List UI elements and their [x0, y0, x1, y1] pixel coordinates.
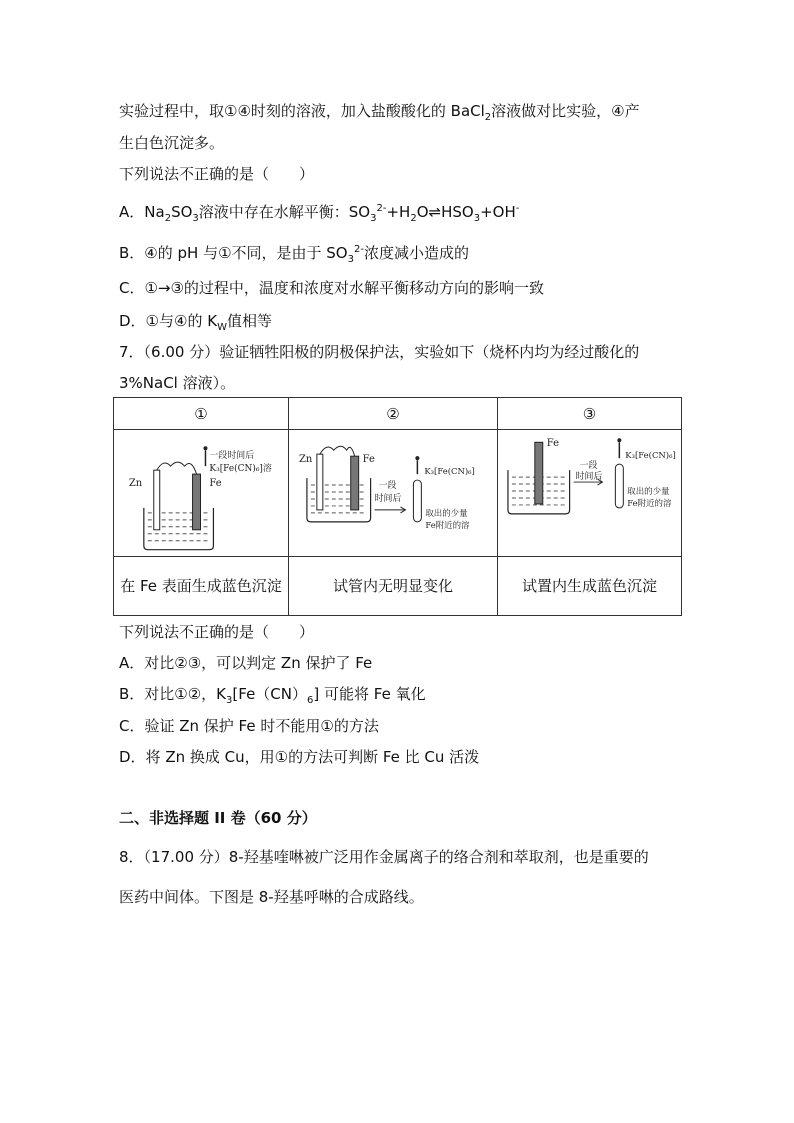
q7-option-d: D．将 Zn 换成 Cu，用①的方法可判断 Fe 比 Cu 活泼: [119, 748, 480, 766]
svg-text:K₃[Fe(CN)₆]: K₃[Fe(CN)₆]: [424, 466, 475, 477]
table-header-1: ①: [114, 398, 289, 430]
q6-option-b: B．④的 pH 与①不同，是由于 $SO_3^{2-}$浓度减小造成的: [119, 244, 469, 265]
svg-text:Fe附近的溶: Fe附近的溶: [425, 519, 470, 530]
q6-option-a: A．$Na_2SO_3$溶液中存在水解平衡：$SO_3^{2-}+H_2O\rightleftharpoons HSO_3+OH^-$: [119, 203, 520, 224]
wire: [157, 462, 197, 474]
result-3: 试置内生成蓝色沉淀: [498, 557, 682, 616]
q6-option-d: D．①与④的 $K_W$值相等: [119, 312, 272, 333]
experiment-table: [113, 397, 682, 616]
q7-option-b: B．对比①②，$K_3[Fe(CN)_6]$ 可能将 Fe 氧化: [119, 685, 426, 706]
table-header-2: ②: [289, 398, 498, 430]
svg-text:时间后: 时间后: [575, 472, 603, 483]
section-2-title: 二、非选择题 II 卷（60 分）: [119, 809, 317, 827]
svg-text:一段时间后: 一段时间后: [209, 451, 255, 462]
q7-stem-line-2: 3%NaCl 溶液）。: [119, 374, 236, 392]
svg-text:一段: 一段: [579, 461, 598, 472]
figure-cell-2: [289, 430, 498, 557]
q7-stem-line-1: 7．（6.00 分）验证牺牲阳极的阴极保护法，实验如下（烧杯内均为经过酸化的: [119, 343, 640, 361]
q6-question: 下列说法不正确的是（ ）: [119, 165, 315, 183]
q8-line-1: 8．（17.00 分）8-羟基喹啉被广泛用作金属离子的络合剂和萃取剂，也是重要的: [119, 848, 649, 866]
apparatus-figure-1: [114, 430, 288, 556]
q8-line-2: 医药中间体。下图是 8-羟基呼啉的合成路线。: [119, 888, 424, 906]
intro-line-1: 实验过程中，取①④时刻的溶液，加入盐酸酸化的 BaCl$_2$溶液做对比实验，④产: [119, 102, 640, 123]
q7-question: 下列说法不正确的是（ ）: [119, 623, 315, 641]
svg-text:取出的少量: 取出的少量: [425, 507, 468, 518]
svg-text:一段: 一段: [378, 481, 397, 492]
result-1: 在 Fe 表面生成蓝色沉淀: [114, 557, 289, 616]
svg-text:Zn: Zn: [128, 478, 143, 490]
svg-text:Zn: Zn: [298, 454, 313, 466]
svg-text:Fe: Fe: [209, 478, 222, 490]
svg-text:Fe: Fe: [546, 438, 559, 450]
figure-cell-1: [114, 430, 289, 557]
intro-line-2: 生白色沉淀多。: [119, 134, 225, 152]
q7-option-c: C．验证 Zn 保护 Fe 时不能用①的方法: [119, 717, 379, 735]
svg-text:取出的少量: 取出的少量: [627, 485, 670, 496]
svg-text:时间后: 时间后: [374, 493, 402, 504]
svg-text:Fe: Fe: [362, 454, 375, 466]
q6-option-c: C．①→③的过程中，温度和浓度对水解平衡移动方向的影响一致: [119, 279, 544, 297]
q7-option-a: A．对比②③，可以判定 Zn 保护了 Fe: [119, 654, 373, 672]
apparatus-figure-2: [289, 430, 497, 556]
svg-text:K₃[Fe(CN)₆]溶: K₃[Fe(CN)₆]溶: [209, 464, 272, 475]
result-2: 试管内无明显变化: [289, 557, 498, 616]
fe-electrode: [193, 474, 201, 530]
svg-text:K₃[Fe(CN)₆]: K₃[Fe(CN)₆]: [625, 450, 676, 461]
apparatus-figure-3: [498, 430, 681, 556]
zn-electrode: [154, 470, 160, 530]
svg-text:Fe附近的溶: Fe附近的溶: [627, 497, 672, 508]
figure-cell-3: [498, 430, 682, 557]
table-header-3: ③: [498, 398, 682, 430]
